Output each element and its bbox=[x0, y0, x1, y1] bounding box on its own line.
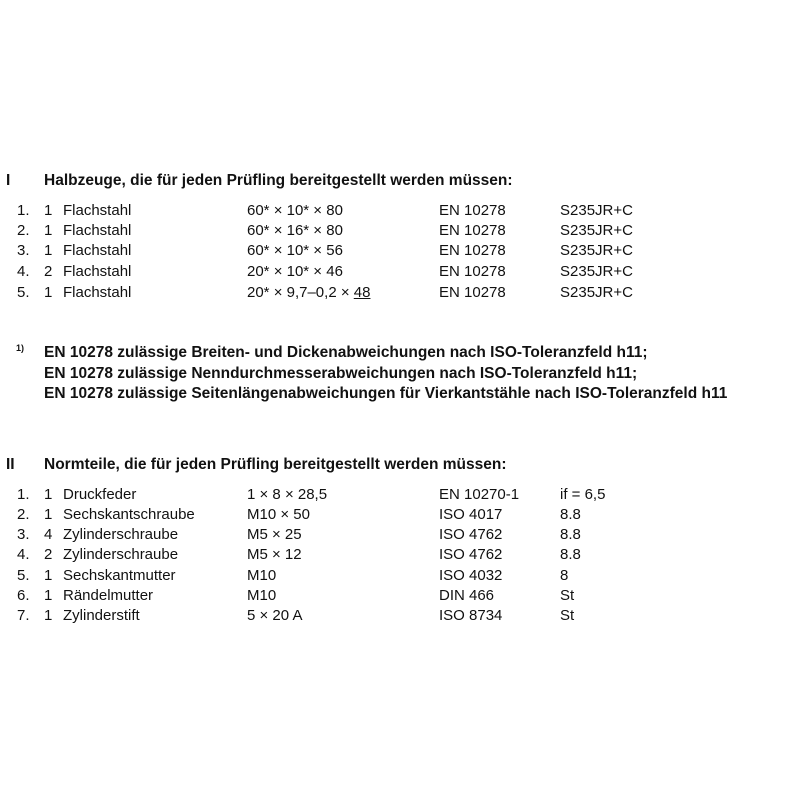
row-name: Flachstahl bbox=[63, 242, 132, 259]
row-quantity: 2 bbox=[44, 546, 53, 563]
table-row bbox=[0, 546, 800, 566]
row-number: 6. bbox=[17, 587, 30, 604]
row-name: Flachstahl bbox=[63, 284, 132, 301]
row-quantity: 1 bbox=[44, 222, 53, 239]
row-quantity: 1 bbox=[44, 486, 53, 503]
row-quantity: 2 bbox=[44, 263, 53, 280]
row-dimensions: 60* × 16* × 80 bbox=[247, 222, 343, 239]
row-material: St bbox=[560, 607, 575, 624]
row-dimensions: M10 × 50 bbox=[247, 506, 310, 523]
row-number: 1. bbox=[17, 202, 30, 219]
row-standard: EN 10278 bbox=[439, 222, 506, 239]
row-dimensions bbox=[247, 284, 370, 301]
row-name: Rändelmutter bbox=[63, 587, 154, 604]
row-name: Flachstahl bbox=[63, 202, 132, 219]
row-name: Sechskantmutter bbox=[63, 567, 176, 584]
row-material: S235JR+C bbox=[560, 284, 633, 301]
table-row bbox=[0, 526, 800, 546]
row-material: S235JR+C bbox=[560, 242, 633, 259]
table-row bbox=[0, 263, 800, 283]
table-row bbox=[0, 242, 800, 262]
table-row bbox=[0, 607, 800, 627]
row-standard: EN 10270-1 bbox=[439, 486, 520, 503]
row-quantity: 1 bbox=[44, 202, 53, 219]
table-row bbox=[0, 284, 800, 304]
row-name: Sechskantschraube bbox=[63, 506, 195, 523]
section-1-heading: Halbzeuge, die für jeden Prüfling bereitgestellt werden müssen: bbox=[44, 172, 513, 189]
row-material: 8.8 bbox=[560, 546, 581, 563]
row-quantity: 1 bbox=[44, 607, 53, 624]
row-dimensions: M10 bbox=[247, 567, 277, 584]
row-number: 4. bbox=[17, 546, 30, 563]
row-standard: EN 10278 bbox=[439, 242, 506, 259]
section-2-heading: Normteile, die für jeden Prüfling bereitgestellt werden müssen: bbox=[44, 456, 507, 473]
table-row bbox=[0, 202, 800, 222]
row-name: Zylinderstift bbox=[63, 607, 140, 624]
row-material: S235JR+C bbox=[560, 202, 633, 219]
row-material: 8.8 bbox=[560, 526, 581, 543]
row-quantity: 1 bbox=[44, 284, 53, 301]
footnote-marker: 1) bbox=[16, 343, 25, 353]
row-material: St bbox=[560, 587, 575, 604]
row-dimensions: M5 × 12 bbox=[247, 546, 302, 563]
row-dimensions: M5 × 25 bbox=[247, 526, 302, 543]
row-number: 3. bbox=[17, 526, 30, 543]
row-dimensions-text: 20* × 9,7–0,2 × bbox=[247, 284, 354, 301]
row-material: S235JR+C bbox=[560, 263, 633, 280]
row-quantity: 1 bbox=[44, 242, 53, 259]
row-name: Zylinderschraube bbox=[63, 526, 179, 543]
table-row bbox=[0, 567, 800, 587]
row-standard: ISO 4762 bbox=[439, 546, 503, 563]
row-number: 4. bbox=[17, 263, 30, 280]
row-standard: ISO 4017 bbox=[439, 506, 503, 523]
row-number: 1. bbox=[17, 486, 30, 503]
row-number: 5. bbox=[17, 284, 30, 301]
row-dimensions: 5 × 20 A bbox=[247, 607, 303, 624]
row-quantity: 1 bbox=[44, 567, 53, 584]
row-name: Zylinderschraube bbox=[63, 546, 179, 563]
row-material: 8 bbox=[560, 567, 569, 584]
row-standard: ISO 4032 bbox=[439, 567, 503, 584]
table-row bbox=[0, 587, 800, 607]
footnote-line: EN 10278 zulässige Breiten- und Dickenabweichungen nach ISO-Toleranzfeld h11; bbox=[44, 344, 648, 361]
row-dimensions: 60* × 10* × 56 bbox=[247, 242, 343, 259]
table-row bbox=[0, 222, 800, 242]
row-dimensions: 20* × 10* × 46 bbox=[247, 263, 343, 280]
row-dimensions: 1 × 8 × 28,5 bbox=[247, 486, 328, 503]
row-standard: ISO 4762 bbox=[439, 526, 503, 543]
row-dimensions-underlined: 48 bbox=[353, 284, 371, 301]
row-standard: ISO 8734 bbox=[439, 607, 503, 624]
row-material: if = 6,5 bbox=[560, 486, 606, 503]
row-number: 2. bbox=[17, 222, 30, 239]
row-name: Druckfeder bbox=[63, 486, 137, 503]
row-number: 5. bbox=[17, 567, 30, 584]
row-name: Flachstahl bbox=[63, 263, 132, 280]
footnote-line: EN 10278 zulässige Nenndurchmesserabweichungen nach ISO-Toleranzfeld h11; bbox=[44, 365, 638, 382]
row-standard: DIN 466 bbox=[439, 587, 495, 604]
row-standard: EN 10278 bbox=[439, 284, 506, 301]
row-material: S235JR+C bbox=[560, 222, 633, 239]
row-dimensions: M10 bbox=[247, 587, 277, 604]
section-2-number: II bbox=[6, 456, 15, 473]
table-row bbox=[0, 486, 800, 506]
row-standard: EN 10278 bbox=[439, 263, 506, 280]
row-dimensions: 60* × 10* × 80 bbox=[247, 202, 343, 219]
row-quantity: 1 bbox=[44, 506, 53, 523]
section-1-number: I bbox=[6, 172, 11, 189]
row-name: Flachstahl bbox=[63, 222, 132, 239]
row-standard: EN 10278 bbox=[439, 202, 506, 219]
table-row bbox=[0, 506, 800, 526]
row-quantity: 1 bbox=[44, 587, 53, 604]
footnote-line: EN 10278 zulässige Seitenlängenabweichungen für Vierkantstähle nach ISO-Toleranzfeld h11 bbox=[44, 385, 728, 402]
row-number: 3. bbox=[17, 242, 30, 259]
row-number: 2. bbox=[17, 506, 30, 523]
row-material: 8.8 bbox=[560, 506, 581, 523]
row-number: 7. bbox=[17, 607, 30, 624]
row-quantity: 4 bbox=[44, 526, 53, 543]
